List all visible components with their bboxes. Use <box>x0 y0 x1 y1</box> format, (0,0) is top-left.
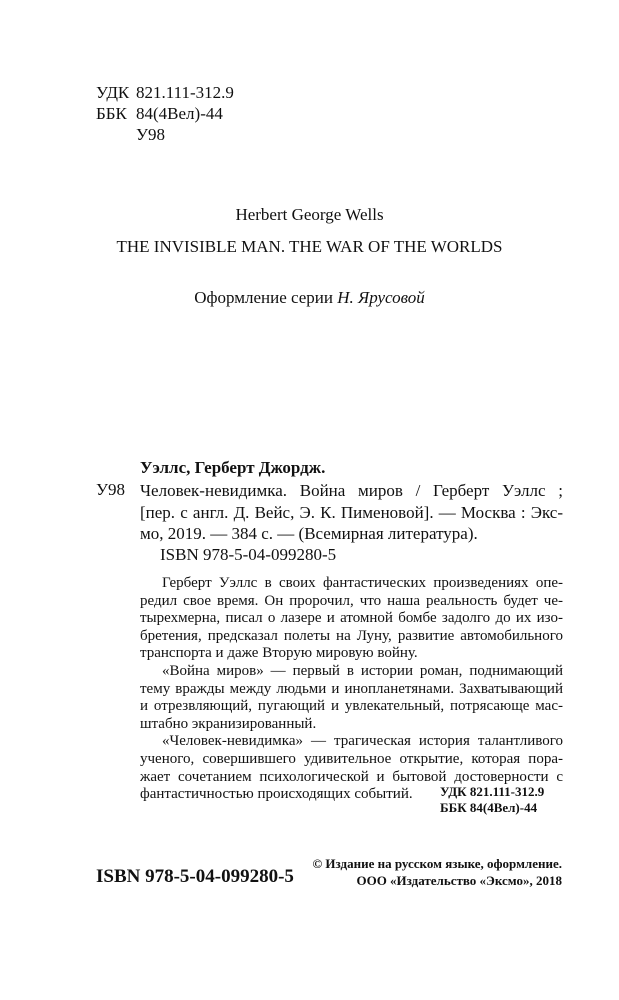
annotation <box>140 575 563 804</box>
bbk-label: ББК <box>96 104 127 123</box>
annotation-line: жает сочетанием психологической и бытовой достоверности с <box>140 768 563 785</box>
annotation-line: ученого, совершившего удивительное открытие, которая пора- <box>140 750 563 767</box>
catalog-author-mark: У98 <box>96 480 126 499</box>
bibliographic-line: мо, 2019. — 384 с. — (Всемирная литература). <box>140 524 478 543</box>
annotation-line: «Человек-невидимка» — трагическая история талантливого <box>162 733 563 750</box>
bbk-value: 84(4Вел)-44 <box>136 104 223 123</box>
catalog-isbn: ISBN 978-5-04-099280-5 <box>160 545 337 564</box>
bbk-bottom: ББК 84(4Вел)-44 <box>440 800 538 815</box>
bbk-row <box>96 103 234 124</box>
isbn-main: ISBN 978-5-04-099280-5 <box>96 866 294 887</box>
author-mark-row <box>96 124 234 145</box>
udk-bottom: УДК 821.111-312.9 <box>440 784 545 799</box>
annotation-line: бретения, предсказал полеты на Луну, развитие автомобильного <box>140 627 563 644</box>
series-design-credit <box>0 288 619 308</box>
annotation-line: транспорта и даже Вторую мировую войну. <box>140 645 418 662</box>
annotation-line: редил свое время. Он пророчил, что наша реальность будет че- <box>140 592 563 609</box>
udk-value: 821.111-312.9 <box>136 83 234 102</box>
classification-block-top <box>96 82 234 145</box>
series-designer-name: Н. Ярусовой <box>337 288 425 307</box>
annotation-line: фантастичностью происходящих событий. <box>140 786 413 803</box>
annotation-line: штабно экранизированный. <box>140 715 317 732</box>
bibliographic-description <box>140 480 563 545</box>
series-design-label: Оформление серии <box>194 288 333 307</box>
catalog-author-heading: Уэллс, Герберт Джордж. <box>140 458 326 477</box>
classification-block-bottom <box>400 784 560 816</box>
annotation-line: тему вражды между людьми и инопланетянами. Захватывающий <box>140 680 563 697</box>
copyright-line: © Издание на русском языке, оформление. <box>312 856 562 871</box>
copyright-notice <box>296 855 562 889</box>
udk-row <box>96 82 234 103</box>
bibliographic-line: [пер. с англ. Д. Вейс, Э. К. Пименовой]. — Москва : Экс- <box>140 502 563 522</box>
original-author: Herbert George Wells <box>235 205 384 224</box>
annotation-line: и отрезвляющий, пугающий и увлекательный, потрясающе мас- <box>140 698 563 715</box>
bibliographic-line: Человек-невидимка. Война миров / Герберт Уэллс ; <box>140 481 563 500</box>
udk-label: УДК <box>96 83 130 102</box>
copyright-line: ООО «Издательство «Эксмо», 2018 <box>356 873 562 888</box>
annotation-line: тырехмерна, писал о лазере и атомной бомбе задолго до их изо- <box>140 610 563 627</box>
annotation-line: «Война миров» — первый в истории роман, поднимающий <box>162 662 563 679</box>
author-mark: У98 <box>136 125 166 144</box>
original-title: THE INVISIBLE MAN. THE WAR OF THE WORLDS <box>116 237 503 256</box>
annotation-line: Герберт Уэллс в своих фантастических произведениях опе- <box>162 575 563 591</box>
